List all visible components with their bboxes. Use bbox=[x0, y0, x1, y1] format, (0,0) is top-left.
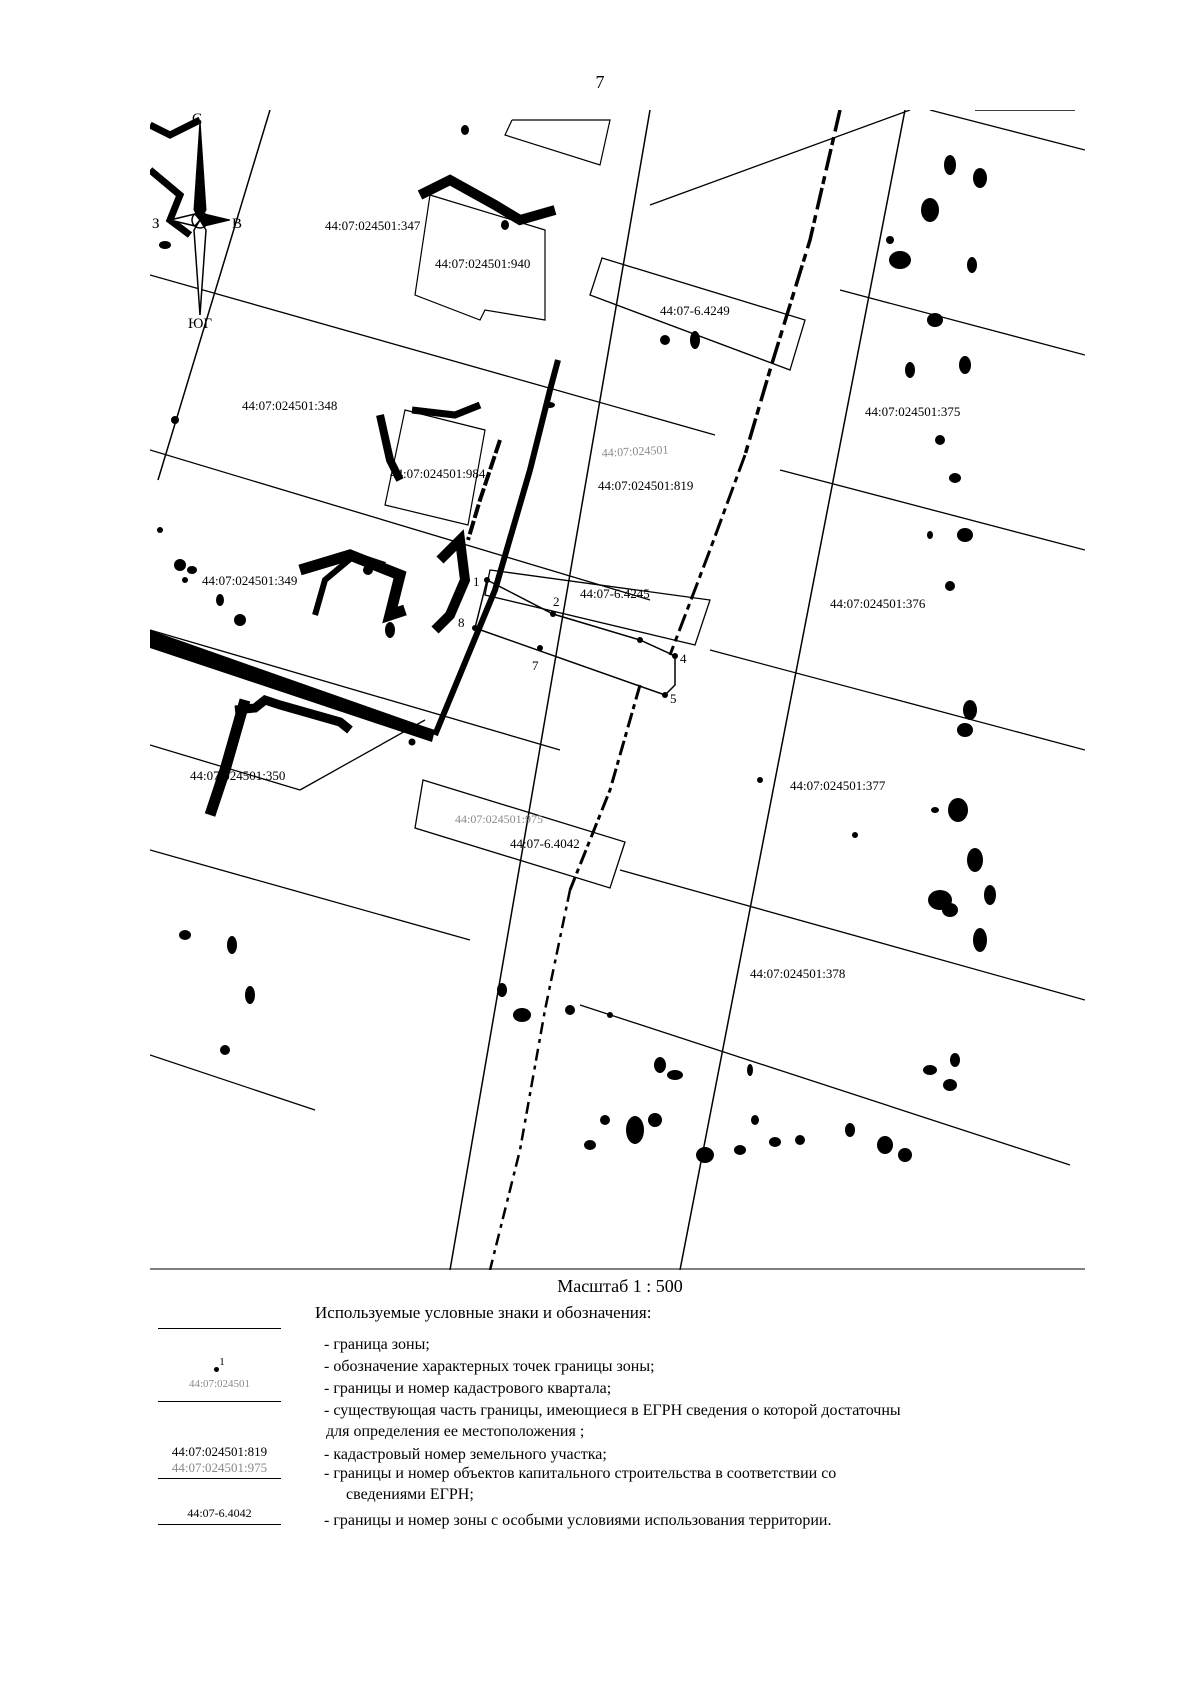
building-outlines bbox=[385, 120, 610, 525]
legend-text bbox=[324, 1463, 1044, 1505]
zone-label: 44:07-6.4249 bbox=[660, 303, 730, 318]
cadastral-map bbox=[150, 110, 1085, 1270]
point-number-label: 5 bbox=[670, 691, 677, 706]
zone-label: 44:07-6.4245 bbox=[580, 586, 650, 601]
parcel-label: 44:07:024501:350 bbox=[190, 768, 286, 783]
building-label: 44:07:024501:975 bbox=[455, 812, 544, 826]
parcel-label: 44:07:024501:377 bbox=[790, 778, 886, 793]
parcel-label: 44:07:024501:984 bbox=[390, 466, 486, 481]
legend-row-zone-boundary bbox=[158, 1334, 1058, 1356]
compass-east-label: В bbox=[232, 216, 243, 232]
legend-text: - границы и номер зоны с особыми условиями использования территории. bbox=[324, 1512, 832, 1529]
parcel-label: 44:07:024501:940 bbox=[435, 256, 531, 271]
legend-row-existing-boundary bbox=[158, 1400, 1058, 1444]
legend-row-building bbox=[158, 1460, 1058, 1510]
legend-text-line-2: для определения ее местоположения ; bbox=[326, 1423, 585, 1440]
legend-row-special-zone bbox=[158, 1506, 1058, 1532]
zone-label: 44:07-6.4042 bbox=[510, 836, 580, 851]
legend-symbol-existing-line bbox=[158, 1401, 281, 1402]
parcel-label: 44:07:024501:375 bbox=[865, 404, 961, 419]
vegetation-speckles bbox=[157, 125, 996, 1163]
legend-title: Используемые условные знаки и обозначения: bbox=[315, 1303, 652, 1322]
north-arrow bbox=[170, 120, 230, 315]
legend-row-points bbox=[158, 1356, 1058, 1378]
legend-text-line-1: - границы и номер объектов капитального строительства в соответствии со bbox=[324, 1465, 837, 1482]
parcel-label: 44:07:024501:376 bbox=[830, 596, 926, 611]
point-number-label: 2 bbox=[553, 594, 560, 609]
legend-symbol-quarter: 44:07:024501 bbox=[188, 1378, 251, 1390]
legend-symbol-zone-line bbox=[158, 1328, 281, 1329]
legend-symbol-building-line bbox=[158, 1478, 281, 1479]
compass-north-label: С bbox=[192, 111, 203, 127]
point-number-label: 4 bbox=[680, 651, 687, 666]
parcel-label: 44:07:024501:348 bbox=[242, 398, 338, 413]
characteristic-points bbox=[409, 577, 679, 746]
legend-point-number: 1 bbox=[219, 1356, 225, 1368]
legend-text: - границы и номер кадастрового квартала; bbox=[324, 1380, 612, 1397]
special-zones bbox=[415, 258, 805, 888]
legend-text: - кадастровый номер земельного участка; bbox=[324, 1446, 607, 1463]
legend-text bbox=[324, 1400, 1044, 1442]
parcel-label: 44:07:024501:347 bbox=[325, 218, 421, 233]
parcel-label: 44:07:024501:819 bbox=[598, 478, 694, 493]
parcel-label: 44:07:024501:349 bbox=[202, 573, 298, 588]
legend-symbol-special-zone: 44:07-6.4042 bbox=[187, 1506, 252, 1520]
legend-text: - граница зоны; bbox=[324, 1336, 430, 1353]
legend-symbol-building: 44:07:024501:975 bbox=[171, 1460, 268, 1475]
page-number: 7 bbox=[595, 72, 605, 92]
point-dot-icon bbox=[214, 1367, 219, 1372]
point-number-label: 1 bbox=[473, 574, 480, 589]
legend-symbol-special-zone-line bbox=[158, 1524, 281, 1525]
point-number-label: 8 bbox=[458, 615, 465, 630]
parcel-boundaries bbox=[150, 110, 1085, 1165]
scale-label: Масштаб 1 : 500 bbox=[557, 1276, 683, 1296]
compass-south-label: ЮГ bbox=[188, 316, 213, 332]
legend-text: - обозначение характерных точек границы зоны; bbox=[324, 1358, 655, 1375]
quarter-label: 44:07:024501 bbox=[601, 442, 669, 460]
legend-symbol-point bbox=[158, 1356, 281, 1378]
point-number-label: 7 bbox=[532, 658, 539, 673]
legend bbox=[158, 1334, 1058, 1532]
legend-symbol-parcel: 44:07:024501:819 bbox=[171, 1444, 268, 1459]
legend-row-quarter bbox=[158, 1378, 1058, 1400]
legend-text-line-2: сведениями ЕГРН; bbox=[346, 1486, 474, 1503]
compass-west-label: З bbox=[152, 216, 160, 232]
road-edge-marks bbox=[468, 110, 840, 1270]
legend-text-line-1: - существующая часть границы, имеющиеся в ЕГРН сведения о которой достаточны bbox=[324, 1402, 901, 1419]
parcel-label: 44:07:024501:378 bbox=[750, 966, 846, 981]
